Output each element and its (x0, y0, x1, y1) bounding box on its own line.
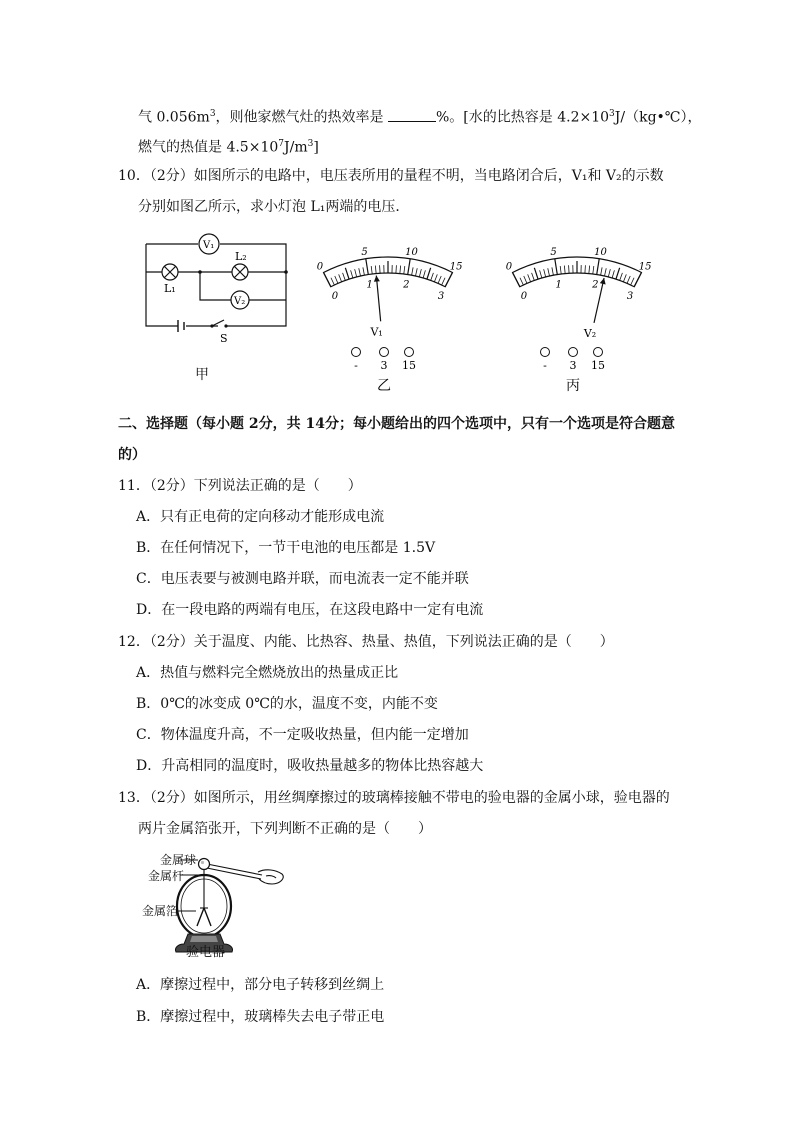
metal-rod-label: 金属杆 (148, 869, 185, 883)
metal-foil-label: 金属箔 (142, 904, 179, 918)
q13-stem-line-2: 两片金属箔张开，下列判断不正确的是（ ） (138, 821, 432, 837)
q12-option-b[interactable]: B．0℃的冰变成 0℃的水，温度不变，内能不变 (136, 696, 438, 712)
terminal-label: 3 (569, 359, 577, 372)
v1-label: V₁ (203, 240, 215, 251)
l1-label: L₁ (164, 282, 176, 295)
section-2-heading-line-1: 二、选择题（每小题 2分，共 14分；每小题给出的四个选项中，只有一个选项是符合题意 (118, 416, 675, 432)
dial-tick (396, 265, 397, 273)
q9-sup: 3 (209, 109, 216, 119)
terminal-label: - (354, 359, 358, 372)
q11-option-c[interactable]: C．电压表要与被测电路并联，而电流表一定不能并联 (136, 571, 469, 587)
q12-option-d[interactable]: D．升高相同的温度时，吸收热量越多的物体比热容越大 (136, 758, 484, 774)
circuit-diagram (140, 232, 290, 344)
q13-option-a[interactable]: A．摩擦过程中，部分电子转移到丝绸上 (136, 977, 385, 993)
dial-bottom-scale-label: 0 (520, 290, 528, 302)
dial-bottom-scale-label: 2 (403, 279, 410, 291)
dial-tick (569, 265, 570, 273)
terminal-label: - (543, 359, 547, 372)
dial-pointer-head (600, 278, 606, 285)
switch-label: S (220, 332, 228, 344)
dial-top-scale-label: 0 (316, 261, 324, 273)
dial-bottom-scale-label: 3 (626, 290, 634, 302)
dial-tick (380, 265, 381, 273)
q11-option-a[interactable]: A．只有正电荷的定向移动才能形成电流 (136, 509, 385, 525)
q9-text: 燃气的热值是 4.5×10 (138, 139, 279, 156)
voltmeter-yi (296, 234, 481, 396)
q11-option-b[interactable]: B．在任何情况下，一节干电池的电压都是 1.5V (136, 540, 436, 556)
q12-option-c[interactable]: C．物体温度升高，不一定吸收热量，但内能一定增加 (136, 727, 469, 743)
dial-pointer (376, 276, 380, 322)
pointer-label: V₂ (583, 326, 597, 340)
circuit-caption: 甲 (195, 367, 209, 383)
dial-bottom-scale-label: 2 (592, 279, 599, 291)
q9-text: %。[水的比热容是 4.2×10 (436, 109, 610, 126)
q9-text: ] (313, 139, 319, 156)
meter-caption: 乙 (377, 378, 391, 394)
terminal-label: 15 (402, 359, 416, 372)
dial-pointer-head (374, 276, 380, 282)
q9-sup: 3 (307, 139, 314, 149)
q10-stem-line-1: 10．（2分）如图所示的电路中，电压表所用的量程不明，当电路闭合后，V₁和 V₂的示数 (118, 168, 664, 184)
q12-stem: 12．（2分）关于温度、内能、比热容、热量、热值，下列说法正确的是（ ） (118, 634, 614, 650)
q9-text: 气 0.056m (138, 109, 210, 126)
terminal-1 (541, 348, 550, 357)
q9-text: J/m (284, 139, 308, 156)
dial-top-scale-label: 0 (505, 261, 513, 273)
q9-text: J/（kg•℃）， (614, 109, 702, 126)
q13-stem-line-1: 13．（2分）如图所示，用丝绸摩擦过的玻璃棒接触不带电的验电器的金属小球，验电器的 (118, 790, 670, 806)
dial-bottom-scale-label: 0 (331, 290, 339, 302)
section-2-heading-line-2: 的） (118, 447, 146, 463)
dial-top-scale-label: 10 (594, 246, 607, 258)
terminal-label: 15 (591, 359, 605, 372)
terminal-2 (569, 348, 578, 357)
pointer-label: V₁ (370, 325, 383, 339)
dial-bottom-scale-label: 1 (555, 279, 562, 291)
metal-ball-label: 金属球 (160, 853, 197, 867)
terminal-3 (594, 348, 603, 357)
q9-text: ，则他家燃气灶的热效率是 (215, 109, 388, 126)
q10-stem-line-2: 分别如图乙所示，求小灯泡 L₁两端的电压． (138, 199, 410, 215)
dial-top-scale-label: 10 (405, 246, 418, 258)
dial-top-scale-label: 15 (638, 261, 652, 273)
dial-top-scale-label: 5 (550, 246, 557, 258)
terminal-3 (405, 348, 414, 357)
q9-line-1 (138, 104, 701, 128)
terminal-label: 3 (380, 359, 388, 372)
terminal-2 (380, 348, 389, 357)
meter-caption: 丙 (566, 378, 580, 394)
dial-bottom-scale-label: 1 (366, 279, 373, 291)
v2-label: V₂ (234, 296, 246, 307)
dial-top-scale-label: 15 (449, 261, 463, 273)
dial-tick (585, 265, 586, 273)
answer-blank[interactable] (388, 107, 436, 122)
q11-stem: 11．（2分）下列说法正确的是（ ） (118, 478, 362, 494)
q13-option-b[interactable]: B．摩擦过程中，玻璃棒失去电子带正电 (136, 1009, 385, 1025)
q11-option-d[interactable]: D．在一段电路的两端有电压，在这段电路中一定有电流 (136, 602, 484, 618)
q9-sup: 3 (609, 109, 615, 119)
q9-line-2 (138, 134, 319, 158)
terminal-1 (352, 348, 361, 357)
electroscope-caption: 验电器 (186, 945, 226, 960)
dial-bottom-scale-label: 3 (437, 290, 445, 302)
dial-top-scale-label: 5 (361, 246, 368, 258)
q12-option-a[interactable]: A．热值与燃料完全燃烧放出的热量成正比 (136, 665, 399, 681)
l2-label: L₂ (235, 250, 247, 263)
q9-sup: 7 (278, 139, 284, 149)
voltmeter-bing (485, 234, 670, 396)
